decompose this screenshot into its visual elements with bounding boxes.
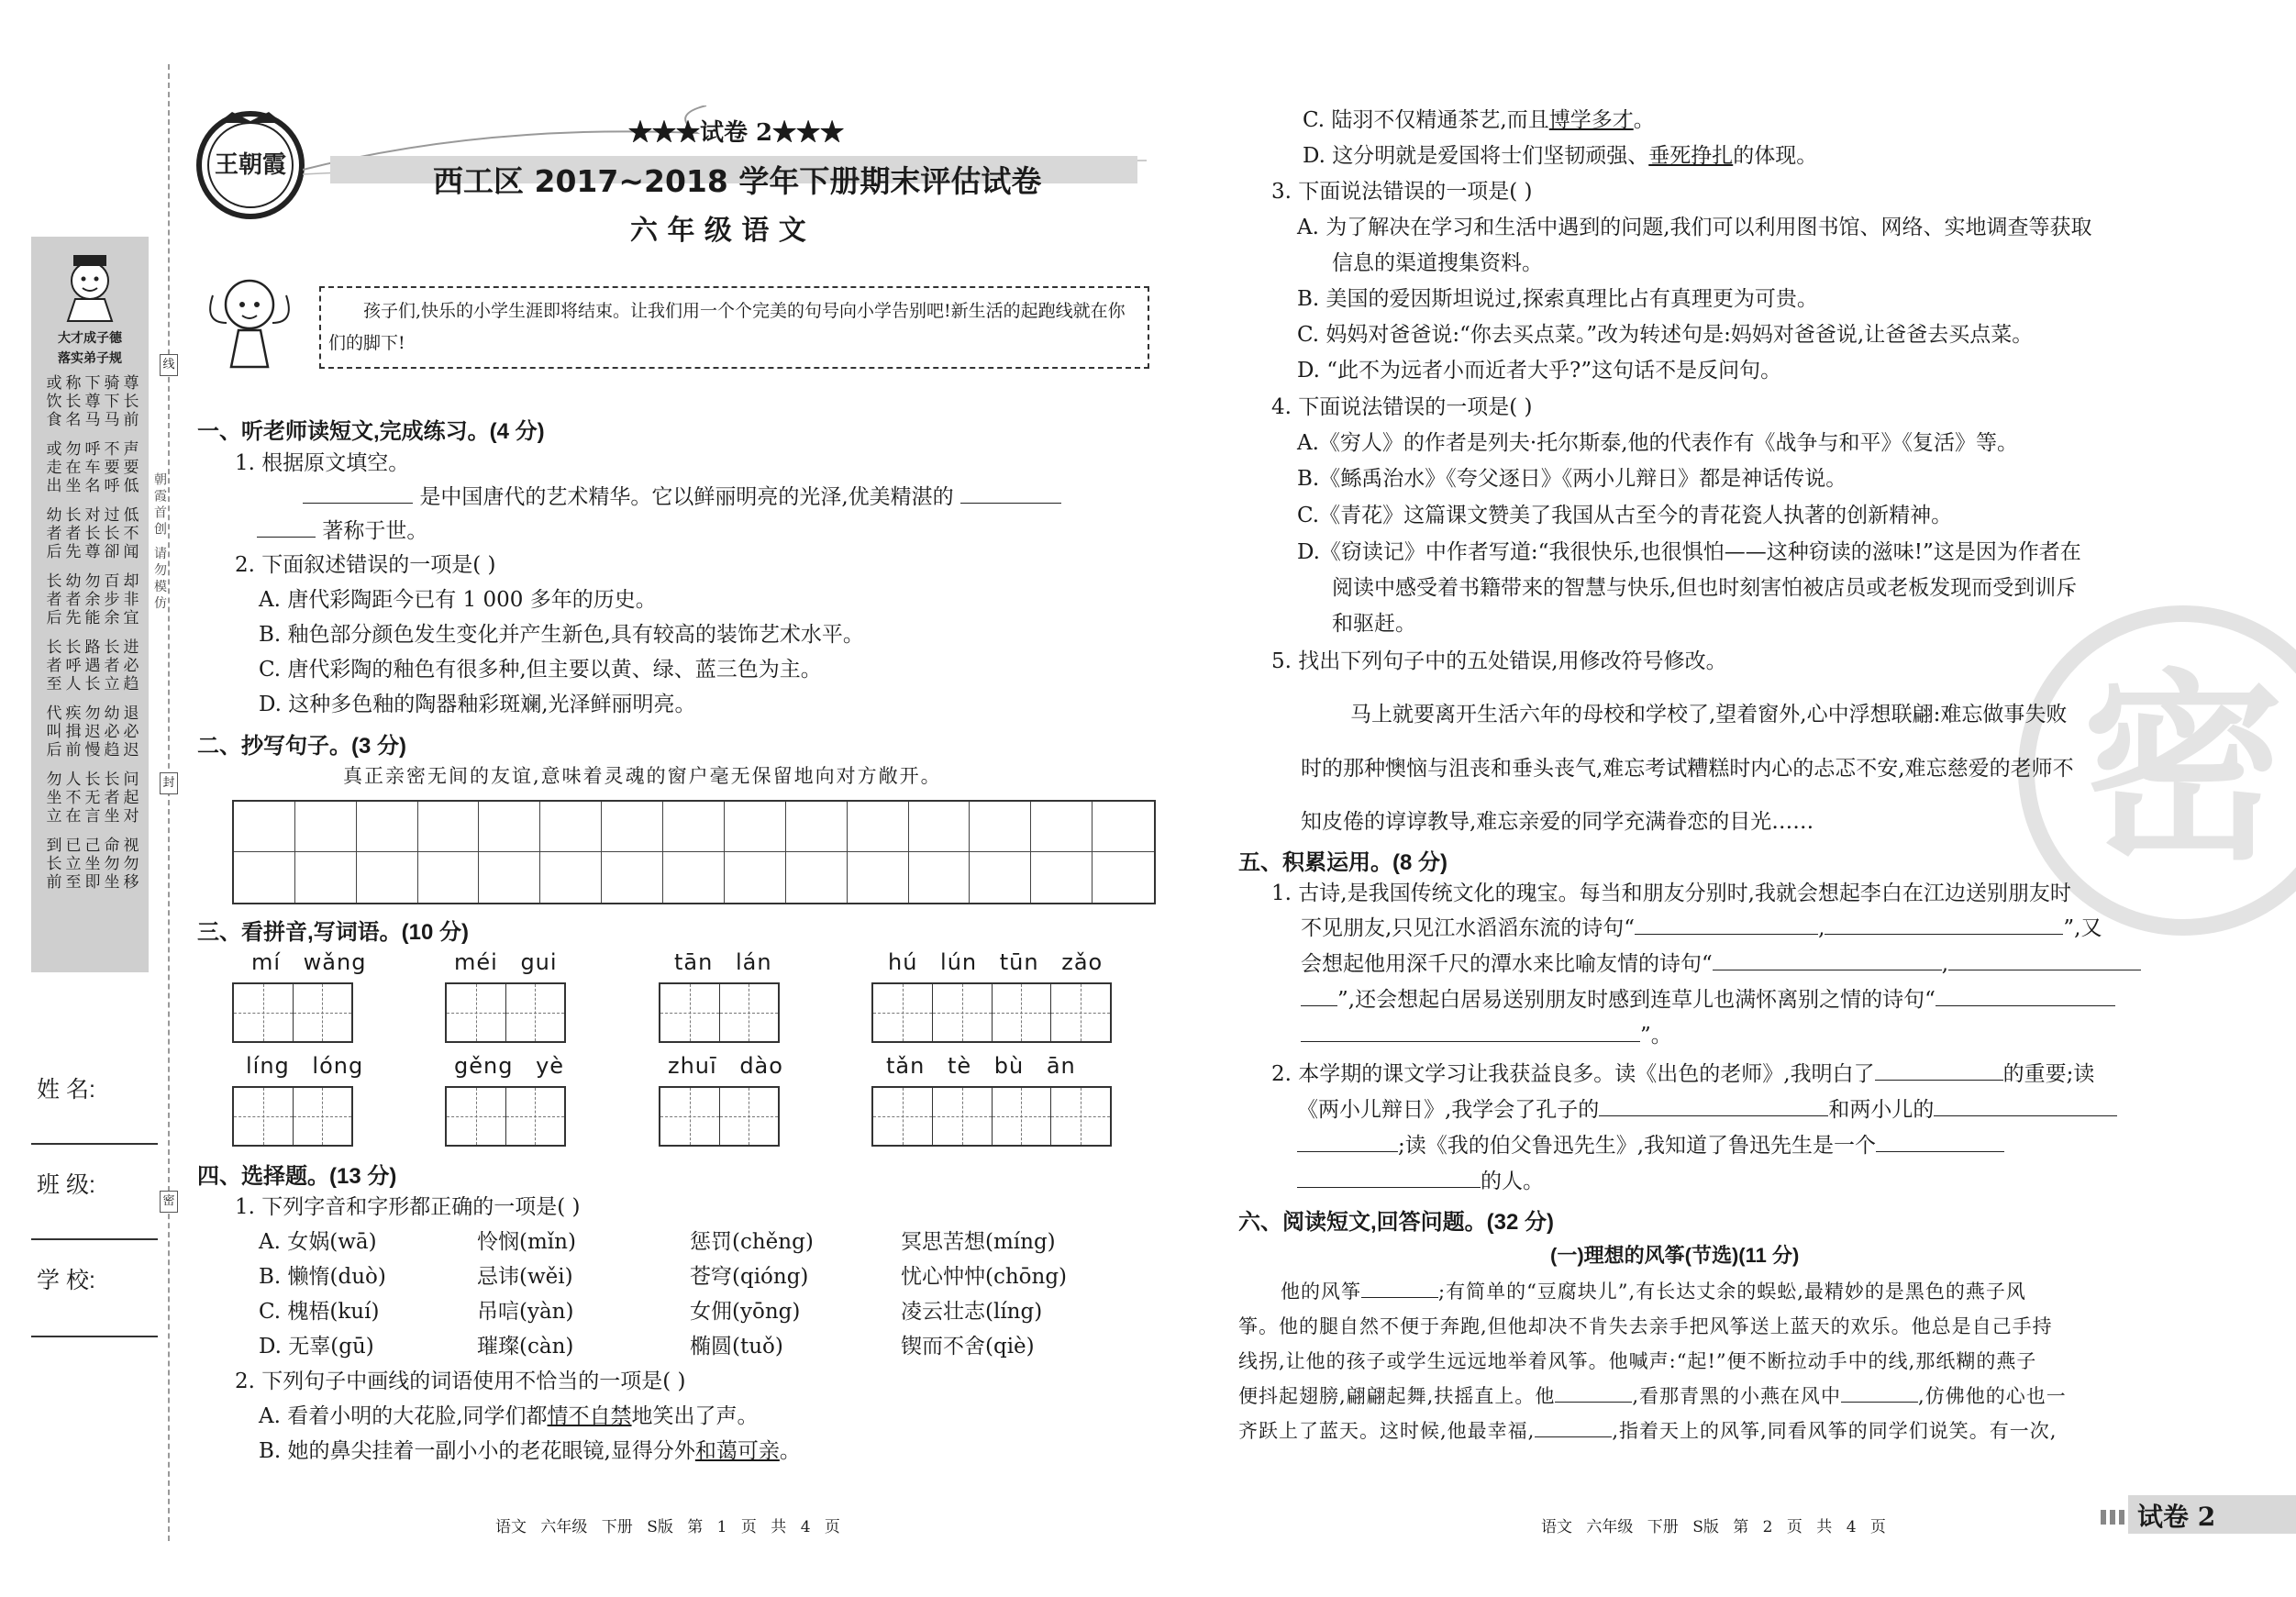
- copyright-note: 朝霞首创 请勿模仿: [152, 472, 167, 613]
- copy-grid-cell[interactable]: [663, 802, 725, 852]
- pinyin-2: méi gui: [454, 949, 558, 975]
- s4-q4-option-b[interactable]: B.《鲧禹治水》《夸父逐日》《两小儿辩日》都是神话传说。: [1297, 467, 1847, 491]
- word-box-5[interactable]: [232, 1086, 353, 1147]
- copy-grid-cell[interactable]: [418, 802, 480, 852]
- s4-q5-passage-2: 时的那种懊恼与沮丧和垂头丧气,难忘考试糟糕时内心的忐忑不安,难忘慈爱的老师不: [1301, 757, 2074, 781]
- copy-grid-cell[interactable]: [295, 802, 357, 852]
- s4-q2-option-b[interactable]: [259, 1436, 801, 1466]
- rules-block-8: 到长前 已立至 己坐即 命勿坐 视勿移: [42, 837, 139, 892]
- copy-grid-cell[interactable]: [479, 802, 540, 852]
- s4-q1-option-cell: 惩罚(chěng): [690, 1230, 814, 1254]
- section4-heading: 四、选择题。(13 分): [197, 1164, 397, 1189]
- copy-grid-cell[interactable]: [786, 852, 848, 903]
- s4-q4-option-a[interactable]: A.《穷人》的作者是列夫·托尔斯泰,他的代表作有《战争与和平》《复活》等。: [1297, 431, 2019, 455]
- copy-grid-cell[interactable]: [663, 852, 725, 903]
- s4-q1-option-cell: 锲而不舍(qiè): [901, 1335, 1035, 1359]
- class-label: 班 级:: [37, 1172, 95, 1198]
- s5-q2-text-3: 《两小儿辩日》,我学会了孔子的: [1297, 1098, 1600, 1122]
- copy-grid-cell[interactable]: [1031, 852, 1093, 903]
- s5-blank-11[interactable]: [1297, 1131, 1398, 1152]
- s5-q2-text-2: 的重要;读: [2002, 1062, 2095, 1086]
- copy-grid-cell[interactable]: [540, 852, 602, 903]
- s6-line-4: [1238, 1381, 2067, 1411]
- right-page-footer: [1541, 1514, 1886, 1536]
- word-box-2[interactable]: [445, 982, 566, 1043]
- s4-q3-option-a-cont: 信息的渠道搜集资料。: [1332, 251, 1543, 275]
- s4-q2-c-underlined: 博学多才: [1548, 108, 1634, 132]
- logo-emblem: [191, 103, 310, 222]
- s5-blank-5[interactable]: [1301, 985, 1337, 1006]
- copy-grid-cell[interactable]: [1031, 802, 1093, 852]
- footer-left: 语文 六年级 下册 S版 第 1 页 共 4 页: [495, 1518, 840, 1536]
- rules-block-4: 长者后 幼者先 勿余能 百步余 却非宜: [42, 572, 139, 627]
- s6-line-2: 筝。他的腿自然不便于奔跑,但他却决不肯失去亲手把风筝送上蓝天的欢乐。他总是自己手持: [1238, 1315, 2053, 1337]
- s4-q1-option-cell: 苍穹(qióng): [690, 1265, 809, 1289]
- section5-heading: 五、积累运用。(8 分): [1238, 850, 1447, 875]
- s1-option-c[interactable]: C. 唐代彩陶的釉色有很多种,但主要以黄、绿、蓝三色为主。: [259, 658, 822, 682]
- copy-grid-cell[interactable]: [909, 802, 971, 852]
- s6-line5-b: ,指着天上的风筝,同看风筝的同学们说笑。有一次,: [1612, 1420, 2058, 1442]
- binding-mark-seal: 封: [160, 772, 178, 794]
- pinyin-6: gěng yè: [454, 1053, 565, 1079]
- s4-q4-option-d[interactable]: D.《窃读记》中作者写道:“我很快乐,也很惧怕——这种窃读的滋味!”这是因为作者在: [1297, 540, 2081, 564]
- left-page-footer: [495, 1514, 840, 1536]
- s5-comma-1: ,: [1818, 916, 1825, 940]
- s4-q1-option-cell: 冥思苦想(míng): [901, 1230, 1056, 1254]
- copy-grid-cell[interactable]: [295, 852, 357, 903]
- s4-q2-option-a[interactable]: [259, 1402, 759, 1431]
- s4-q1-option-cell[interactable]: C. 槐梧(kuí): [259, 1300, 380, 1324]
- s4-q5-passage-3: 知皮倦的谆谆教导,难忘亲爱的同学充满眷恋的目光……: [1301, 810, 1814, 834]
- exam-subtitle: 六 年 级 语 文: [630, 215, 806, 247]
- s4-q4-option-c[interactable]: C.《青花》这篇课文赞美了我国从古至今的青花瓷人执著的创新精神。: [1297, 504, 1953, 527]
- school-label: 学 校:: [37, 1268, 95, 1293]
- s5-q1-text-2: 不见朋友,只见江水滔滔东流的诗句“: [1301, 916, 1636, 940]
- rules-block-1: 或饮食 称长名 下尊马 骑下马 尊长前: [42, 374, 139, 429]
- s5-q1-text-5: ”,还会想起白居易送别朋友时感到连草儿也满怀离别之情的诗句“: [1337, 988, 1936, 1012]
- s4-q1-option-cell: 璀璨(càn): [477, 1335, 574, 1359]
- s6-blank-4[interactable]: [1535, 1416, 1612, 1437]
- copy-grid-cell[interactable]: [357, 852, 418, 903]
- s4-q4-option-d-cont1: 阅读中感受着书籍带来的智慧与快乐,但也时刻害怕被店员或老板发现而受到训斥: [1332, 576, 2078, 600]
- s4-q2-option-c[interactable]: [1303, 105, 1655, 135]
- s4-q1: 1. 下列字音和字形都正确的一项是( ): [235, 1195, 581, 1219]
- section3-heading: 三、看拼音,写词语。(10 分): [197, 920, 470, 945]
- copy-grid-cell[interactable]: [1093, 852, 1154, 903]
- s4-q2-c-pre: C. 陆羽不仅精通茶艺,而且: [1303, 108, 1549, 132]
- s5-q1-line2: [1301, 914, 2102, 943]
- s6-line-1: [1281, 1277, 2026, 1306]
- s4-q2-option-d[interactable]: [1303, 141, 1817, 171]
- s4-q2-b-pre: B. 她的鼻尖挂着一副小小的老花眼镜,显得分外: [259, 1439, 695, 1463]
- s1-q1-text-a: 是中国唐代的艺术精华。它以鲜丽明亮的光泽,优美精湛的: [419, 485, 954, 509]
- s5-q1-text-4: 会想起他用深千尺的潭水来比喻友情的诗句“: [1301, 952, 1713, 976]
- s4-q3-option-c[interactable]: C. 妈妈对爸爸说:“你去买点菜。”改为转述句是:妈妈对爸爸说,让爸爸去买点菜。: [1297, 323, 2034, 347]
- s4-q3-option-a[interactable]: A. 为了解决在学习和生活中遇到的问题,我们可以利用图书馆、网络、实地调查等获取: [1297, 216, 2092, 239]
- copy-grid-cell[interactable]: [970, 802, 1031, 852]
- copy-grid-cell[interactable]: [540, 802, 602, 852]
- pinyin-8: tǎn tè bù ān: [886, 1053, 1076, 1079]
- word-box-4[interactable]: [871, 982, 1112, 1043]
- s1-option-a[interactable]: A. 唐代彩陶距今已有 1 000 多年的历史。: [259, 588, 657, 612]
- s1-option-b[interactable]: B. 釉色部分颜色发生变化并产生新色,具有较高的装饰艺术水平。: [259, 623, 864, 647]
- s5-blank-6[interactable]: [1936, 985, 2115, 1006]
- logo-text: 王朝霞: [214, 151, 287, 179]
- s4-q2-d-underlined: 垂死挣扎: [1648, 144, 1734, 168]
- s4-q1-option-cell: 椭圆(tuǒ): [690, 1335, 783, 1359]
- s4-q1-option-cell: 女佣(yōng): [690, 1300, 801, 1324]
- s4-q1-option-cell[interactable]: D. 无辜(gū): [259, 1335, 374, 1359]
- s6-blank-1[interactable]: [1361, 1277, 1438, 1298]
- s4-q2-b-post: 。: [779, 1439, 801, 1463]
- copy-grid-cell[interactable]: [234, 802, 295, 852]
- motto-line-1: 大才成子德: [58, 331, 122, 346]
- pinyin-5: líng lóng: [246, 1053, 364, 1079]
- name-label: 姓 名:: [37, 1077, 95, 1103]
- s4-q2-a-underlined: 情不自禁: [547, 1404, 632, 1428]
- s4-q1-option-cell[interactable]: A. 女娲(wā): [259, 1230, 377, 1254]
- copy-grid-cell[interactable]: [725, 802, 786, 852]
- word-box-7[interactable]: [659, 1086, 780, 1147]
- s4-q1-option-cell: 怜悯(mǐn): [477, 1230, 576, 1254]
- s4-q2-a-pre: A. 看着小明的大花脸,同学们都: [259, 1404, 548, 1428]
- s5-blank-2[interactable]: [1825, 914, 2063, 935]
- name-field[interactable]: [31, 1143, 158, 1145]
- pinyin-4: hú lún tūn zǎo: [888, 949, 1104, 975]
- s5-q1-line3: [1301, 949, 2141, 979]
- motto-line-2: 落实弟子规: [58, 351, 122, 366]
- section1-heading: 一、听老师读短文,完成练习。(4 分): [197, 419, 545, 444]
- rules-text: [37, 374, 143, 903]
- s5-blank-3[interactable]: [1713, 949, 1942, 970]
- s5-q2-text-1: 2. 本学期的课文学习让我获益良多。读《出色的老师》,我明白了: [1271, 1062, 1875, 1086]
- s5-q2-line3: [1297, 1131, 2004, 1160]
- paper-label: ★★★试卷 2★★★: [628, 119, 845, 147]
- paper-badge: 试卷 2: [2137, 1502, 2216, 1532]
- copy-grid-cell[interactable]: [1093, 802, 1154, 852]
- s4-q1-option-cell[interactable]: B. 懒惰(duò): [259, 1265, 386, 1289]
- copy-grid-cell[interactable]: [602, 852, 663, 903]
- rules-block-2: 或走出 勿在坐 呼车名 不要呼 声要低: [42, 440, 139, 495]
- s1-blank-3[interactable]: [257, 516, 316, 538]
- s4-q1-option-cell: 忧心忡忡(chōng): [901, 1265, 1068, 1289]
- s4-q5-passage-1: 马上就要离开生活六年的母校和学校了,望着窗外,心中浮想联翩:难忘做事失败: [1350, 703, 2068, 726]
- word-box-6[interactable]: [445, 1086, 566, 1147]
- watermark-text: 密: [2081, 649, 2284, 887]
- word-box-3[interactable]: [659, 982, 780, 1043]
- s4-q3: 3. 下面说法错误的一项是( ): [1271, 180, 1533, 204]
- copy-grid-cell[interactable]: [970, 852, 1031, 903]
- s5-q2-line2: [1297, 1095, 2117, 1125]
- s4-q3-option-b[interactable]: B. 美国的爱因斯坦说过,探索真理比占有真理更为可贵。: [1297, 287, 1818, 311]
- s6-line4-a: 便抖起翅膀,翩翩起舞,扶摇直上。他: [1238, 1385, 1556, 1407]
- pinyin-1: mí wǎng: [251, 949, 367, 975]
- section6-subheading: (一)理想的风筝(节选)(11 分): [1550, 1244, 1800, 1267]
- s4-q4-option-d-cont2: 和驱赶。: [1332, 612, 1416, 636]
- s5-blank-1[interactable]: [1635, 914, 1818, 935]
- s6-line4-b: ,看那青黑的小燕在风中: [1632, 1385, 1842, 1407]
- s2-sentence: 真正亲密无间的友谊,意味着灵魂的窗户毫无保留地向对方敞开。: [343, 765, 942, 787]
- s4-q5: 5. 找出下列句子中的五处错误,用修改符号修改。: [1271, 649, 1727, 673]
- s4-q3-option-d[interactable]: D. “此不为远者小而近者大乎?”这句话不是反问句。: [1297, 359, 1782, 383]
- s6-blank-2[interactable]: [1555, 1381, 1632, 1403]
- word-box-1[interactable]: [232, 982, 353, 1043]
- copy-grid-cell[interactable]: [479, 852, 540, 903]
- etiquette-sidebar: [31, 237, 149, 972]
- s4-q2-d-post: 的体现。: [1733, 144, 1818, 168]
- class-field[interactable]: [31, 1238, 158, 1240]
- s5-blank-12[interactable]: [1876, 1131, 2004, 1152]
- pinyin-7: zhuī dào: [668, 1053, 783, 1079]
- s6-line4-c: ,仿佛他的心也一: [1918, 1385, 2067, 1407]
- word-box-8[interactable]: [871, 1086, 1112, 1147]
- s6-line1-a: 他的风筝: [1281, 1281, 1361, 1303]
- s6-line-3: 线拐,让他的孩子或学生远远地举着风筝。他喊声:“起!”便不断拉动手中的线,那纸糊的燕子: [1238, 1350, 2037, 1372]
- rules-block-6: 代叫后 疾揖前 勿迟慢 幼必趋 退必迟: [42, 704, 139, 760]
- s5-blank-9[interactable]: [1599, 1095, 1828, 1116]
- rules-block-7: 勿坐立 人不在 长无言 长者坐 问起对: [42, 771, 139, 826]
- copy-grid-cell[interactable]: [418, 852, 480, 903]
- exam-title: 西工区 2017~2018 学年下册期末评估试卷: [433, 163, 1042, 199]
- s5-q1-line5: [1301, 1021, 1672, 1050]
- s5-blank-10[interactable]: [1934, 1095, 2117, 1116]
- s4-q2-c-post: 。: [1633, 108, 1655, 132]
- s5-q2-text-6: 的人。: [1481, 1170, 1544, 1193]
- rules-block-5: 长者至 长呼人 路遇长 长者立 进必趋: [42, 638, 139, 693]
- footer-right: 语文 六年级 下册 S版 第 2 页 共 4 页: [1541, 1518, 1886, 1536]
- s4-q2-d-pre: D. 这分明就是爱国将士们坚韧顽强、: [1303, 144, 1649, 168]
- s5-comma-2: ,: [1941, 952, 1949, 976]
- section6-heading: 六、阅读短文,回答问题。(32 分): [1238, 1210, 1555, 1235]
- s5-q2-line1: [1271, 1059, 2094, 1089]
- intro-text: 孩子们,快乐的小学生涯即将结束。让我们用一个个完美的句号向小学告别吧!新生活的起跑线就在你们的脚下!: [328, 301, 1126, 353]
- s5-q2-line4: [1297, 1167, 1544, 1196]
- section2-heading: 二、抄写句子。(3 分): [197, 734, 406, 759]
- copy-grid-cell[interactable]: [909, 852, 971, 903]
- s5-blank-13[interactable]: [1297, 1167, 1481, 1188]
- s5-q1-text-3: ”,又: [2063, 916, 2102, 940]
- copy-writing-grid[interactable]: [232, 800, 1156, 904]
- copy-grid-cell[interactable]: [848, 802, 909, 852]
- fairy-girl-icon: [204, 268, 295, 369]
- copy-grid-cell[interactable]: [786, 802, 848, 852]
- s5-q1-text-6: ”。: [1640, 1024, 1672, 1048]
- pinyin-3: tān lán: [674, 949, 772, 975]
- s4-q1-option-cell: 忌讳(wěi): [477, 1265, 573, 1289]
- rules-block-3: 幼者后 长者先 对长尊 过长卻 低不闻: [42, 506, 139, 561]
- scholar-mascot-icon: [51, 246, 128, 323]
- s4-q2-a-post: 地笑出了声。: [631, 1404, 759, 1428]
- s1-option-d[interactable]: D. 这种多色釉的陶器釉彩斑斓,光泽鲜丽明亮。: [259, 693, 696, 716]
- school-field[interactable]: [31, 1336, 158, 1337]
- s1-q1-text-b: 著称于世。: [322, 519, 428, 543]
- s5-q1-line4: [1301, 985, 2115, 1015]
- s4-q1-option-cell: 吊唁(yàn): [477, 1300, 574, 1324]
- s1-q1-fill-line-b: [257, 516, 427, 546]
- copy-grid-cell[interactable]: [848, 852, 909, 903]
- s4-q2: 2. 下列句子中画线的词语使用不恰当的一项是( ): [235, 1370, 686, 1393]
- s5-blank-4[interactable]: [1948, 949, 2141, 970]
- s1-q1-fill-line-a: [303, 482, 1061, 512]
- s6-line1-b: ;有简单的“豆腐块儿”,有长达丈余的蜈蚣,最精妙的是黑色的燕子风: [1438, 1281, 2026, 1303]
- s4-q2-b-underlined: 和蔼可亲: [694, 1439, 780, 1463]
- s5-q2-text-5: ;读《我的伯父鲁迅先生》,我知道了鲁迅先生是一个: [1398, 1134, 1877, 1158]
- vertical-guide-line: [168, 64, 170, 1541]
- s6-line5-a: 齐跃上了蓝天。这时候,他最幸福,: [1238, 1420, 1536, 1442]
- s5-q2-text-4: 和两小儿的: [1828, 1098, 1935, 1122]
- copy-grid-cell[interactable]: [234, 852, 295, 903]
- copy-grid-cell[interactable]: [602, 802, 663, 852]
- s5-blank-8[interactable]: [1875, 1059, 2003, 1081]
- copy-grid-cell[interactable]: [357, 802, 418, 852]
- s1-q1: 1. 根据原文填空。: [235, 451, 410, 475]
- s1-blank-2[interactable]: [960, 482, 1061, 504]
- s6-blank-3[interactable]: [1841, 1381, 1918, 1403]
- binding-mark-line: 线: [160, 354, 178, 376]
- badge-dots-icon: [2101, 1510, 2124, 1525]
- s4-q4: 4. 下面说法错误的一项是( ): [1271, 395, 1533, 419]
- s5-q1-line1: 1. 古诗,是我国传统文化的瑰宝。每当和朋友分别时,我就会想起李白在江边送别朋友时: [1271, 882, 2071, 905]
- s4-q1-option-cell: 凌云壮志(líng): [901, 1300, 1043, 1324]
- copy-grid-cell[interactable]: [725, 852, 786, 903]
- s5-blank-7[interactable]: [1301, 1021, 1640, 1042]
- s1-q2: 2. 下面叙述错误的一项是( ): [235, 553, 496, 577]
- binding-mark-secret: 密: [160, 1191, 178, 1213]
- s6-line-5: [1238, 1416, 2057, 1446]
- s1-blank-1[interactable]: [303, 482, 413, 504]
